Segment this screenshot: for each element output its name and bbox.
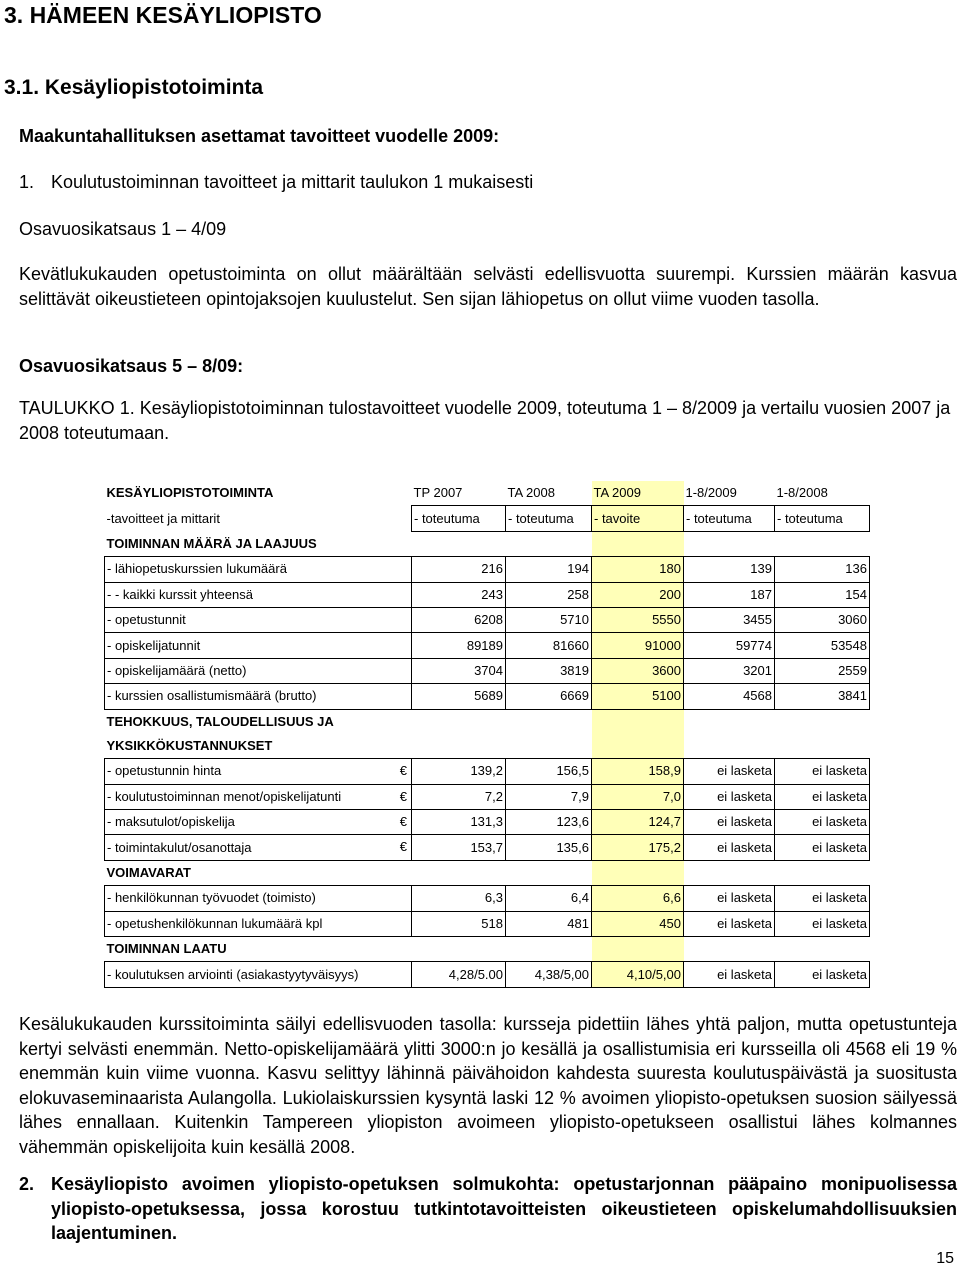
row-label	[105, 759, 412, 784]
value-cell: 158,9	[592, 759, 684, 784]
empty-cell	[684, 734, 775, 759]
table-row	[105, 911, 870, 936]
value-cell: 81660	[506, 633, 592, 658]
section-heading: 3.1. Kesäyliopistotoiminta	[4, 76, 264, 99]
empty-cell	[775, 860, 870, 885]
section-row	[105, 734, 870, 759]
page-heading: 3. HÄMEEN KESÄYLIOPISTO	[4, 2, 322, 28]
table-row	[105, 962, 870, 987]
empty-cell	[412, 860, 506, 885]
row-label-text: - toimintakulut/osanottaja	[107, 839, 252, 855]
value-cell: 450	[592, 911, 684, 936]
value-cell: ei lasketa	[684, 886, 775, 911]
value-cell: 216	[412, 557, 506, 582]
goal-item-2-text: Kesäyliopisto avoimen yliopisto-opetuksen solmukohta: opetustarjonnan pääpaino monipuolisessa yliopisto-opetuksessa, jossa korostuu tutkintotavoitteisten oikeustieteen opiskelumahdollisuuksien laajentuminen.	[51, 1174, 957, 1243]
empty-cell	[506, 531, 592, 556]
goal-item-1	[19, 172, 533, 193]
section-row	[105, 531, 870, 556]
row-label	[105, 557, 412, 582]
subsection-heading: Maakuntahallituksen asettamat tavoitteet vuodelle 2009:	[19, 126, 500, 146]
goal-item-2-number: 2.	[19, 1174, 35, 1194]
value-cell: ei lasketa	[684, 810, 775, 835]
row-label-text: - opetushenkilökunnan lukumäärä kpl	[107, 915, 323, 931]
value-cell: ei lasketa	[684, 911, 775, 936]
empty-cell	[506, 860, 592, 885]
row-label-text: - koulutustoiminnan menot/opiskelijatunti	[107, 788, 342, 804]
empty-cell	[684, 709, 775, 734]
row-label	[105, 911, 412, 936]
euro-sign: €	[399, 839, 407, 855]
value-cell: 4568	[684, 684, 775, 709]
section-row	[105, 709, 870, 734]
value-cell: ei lasketa	[684, 835, 775, 860]
empty-cell	[506, 709, 592, 734]
value-cell: 200	[592, 582, 684, 607]
value-cell: 89189	[412, 633, 506, 658]
euro-sign: €	[399, 763, 407, 779]
header-row-2-cell: - toteutuma	[684, 506, 775, 531]
section-title: TOIMINNAN LAATU	[106, 941, 227, 957]
value-cell: ei lasketa	[775, 962, 870, 987]
row-label	[105, 962, 412, 987]
value-cell: 187	[684, 582, 775, 607]
empty-cell	[775, 937, 870, 962]
header-row-1-cell: TP 2007	[413, 485, 463, 501]
value-cell: ei lasketa	[684, 962, 775, 987]
row-label	[105, 658, 412, 683]
value-cell: 3704	[412, 658, 506, 683]
empty-cell	[592, 860, 684, 885]
row-label	[105, 886, 412, 911]
empty-cell	[592, 531, 684, 556]
value-cell: 175,2	[592, 835, 684, 860]
value-cell: ei lasketa	[775, 886, 870, 911]
paragraph-summer: Kesälukukauden kurssitoiminta säilyi edellisvuoden tasolla: kursseja pidettiin lähes yhtä paljon, mutta opetustunteja kertyi selvästi enemmän. Netto-opiskelijamäärä ylitti 3000:n jo kesällä ja osallistumisia eri kursseilla oli 4568 eli 19 % enemmän kuin viime vuonna. Kasvu selittyy lähinnä päivähoidon kahdesta suuresta koulutuspäivästä ja suositusta elokuvaseminaarista Aulangolla. Lukiolaiskurssien kysyntä laski 12 % avoimen yliopisto-opetuksen suosion säilyessä lähes ennallaan. Kuitenkin Tampereen yliopiston avoimeen yliopisto-opetukseen osallistui lähes kolmannes vähemmän opiskelijoita kuin kesällä 2008.	[19, 1014, 957, 1157]
value-cell: 5550	[592, 607, 684, 632]
empty-cell	[684, 937, 775, 962]
value-cell: 6,4	[506, 886, 592, 911]
table-row	[105, 810, 870, 835]
row-label-text: - opiskelijatunnit	[107, 637, 201, 653]
header-row-2	[105, 506, 870, 531]
empty-cell	[684, 860, 775, 885]
page-number: 15	[936, 1250, 954, 1267]
table-row	[105, 607, 870, 632]
row-label	[105, 684, 412, 709]
euro-sign: €	[399, 814, 407, 830]
value-cell: 3841	[775, 684, 870, 709]
value-cell: 243	[412, 582, 506, 607]
row-label-text: - maksutulot/opiskelija	[107, 814, 235, 830]
value-cell: ei lasketa	[775, 835, 870, 860]
value-cell: 123,6	[506, 810, 592, 835]
value-cell: 481	[506, 911, 592, 936]
value-cell: 139,2	[412, 759, 506, 784]
row-label-text: - opetustunnit	[107, 612, 186, 628]
header-row-1	[105, 481, 870, 506]
table-row	[105, 759, 870, 784]
table-row	[105, 784, 870, 809]
empty-cell	[775, 734, 870, 759]
header-row-2-cell: - toteutuma	[775, 506, 870, 531]
value-cell: ei lasketa	[684, 784, 775, 809]
value-cell: 2559	[775, 658, 870, 683]
value-cell: 124,7	[592, 810, 684, 835]
empty-cell	[412, 937, 506, 962]
value-cell: 91000	[592, 633, 684, 658]
header-row-2-cell: - toteutuma	[506, 506, 592, 531]
table-row	[105, 658, 870, 683]
value-cell: 180	[592, 557, 684, 582]
value-cell: 4,10/5,00	[592, 962, 684, 987]
goal-item-1-number: 1.	[19, 172, 35, 192]
value-cell: 6208	[412, 607, 506, 632]
table-row	[105, 557, 870, 582]
empty-cell	[592, 709, 684, 734]
value-cell: 3600	[592, 658, 684, 683]
value-cell: 135,6	[506, 835, 592, 860]
row-label-text: - - kaikki kurssit yhteensä	[107, 586, 253, 602]
value-cell: 3060	[775, 607, 870, 632]
empty-cell	[592, 734, 684, 759]
value-cell: ei lasketa	[775, 911, 870, 936]
row-label	[105, 810, 412, 835]
value-cell: 5710	[506, 607, 592, 632]
empty-cell	[412, 531, 506, 556]
value-cell: 139	[684, 557, 775, 582]
table-row	[105, 633, 870, 658]
section-title: VOIMAVARAT	[106, 865, 191, 881]
row-label-text: - koulutuksen arviointi (asiakastyytyväisyys)	[107, 966, 359, 982]
euro-sign: €	[399, 788, 407, 804]
empty-cell	[412, 709, 506, 734]
value-cell: ei lasketa	[775, 784, 870, 809]
header-row-2-cell: - toteutuma	[412, 506, 506, 531]
header-row-1-cell: 1-8/2008	[776, 485, 828, 501]
value-cell: 518	[412, 911, 506, 936]
value-cell: 154	[775, 582, 870, 607]
empty-cell	[684, 531, 775, 556]
goal-item-2	[19, 1172, 957, 1246]
interim-report-heading-1: Osavuosikatsaus 1 – 4/09	[19, 219, 227, 239]
value-cell: 136	[775, 557, 870, 582]
value-cell: ei lasketa	[775, 810, 870, 835]
value-cell: 194	[506, 557, 592, 582]
value-cell: 6,6	[592, 886, 684, 911]
row-label	[105, 784, 412, 809]
section-title: TEHOKKUUS, TALOUDELLISUUS JA	[106, 713, 334, 729]
value-cell: ei lasketa	[775, 759, 870, 784]
row-label	[105, 582, 412, 607]
empty-cell	[775, 531, 870, 556]
value-cell: 59774	[684, 633, 775, 658]
header-row-2-cell: - tavoite	[592, 506, 684, 531]
table-row	[105, 886, 870, 911]
value-cell: 3819	[506, 658, 592, 683]
header-row-1-cell: 1-8/2009	[685, 485, 737, 501]
value-cell: 5100	[592, 684, 684, 709]
table-caption: TAULUKKO 1. Kesäyliopistotoiminnan tulostavoitteet vuodelle 2009, toteutuma 1 – 8/2009 ja vertailu vuosien 2007 ja 2008 toteutumaan.	[19, 398, 951, 443]
value-cell: 6,3	[412, 886, 506, 911]
value-cell: 131,3	[412, 810, 506, 835]
row-label	[105, 633, 412, 658]
header-row-2-cell: -tavoitteet ja mittarit	[106, 510, 220, 526]
section-title: YKSIKKÖKUSTANNUKSET	[106, 738, 273, 754]
paragraph-spring: Kevätlukukauden opetustoiminta on ollut määrältään selvästi edellisvuotta suurempi. Kurssien määrän kasvua selittävät oikeustieteen opintojaksojen kuulustelut. Sen sijan lähiopetus on ollut viime vuoden tasolla.	[19, 264, 957, 309]
value-cell: 7,9	[506, 784, 592, 809]
value-cell: 5689	[412, 684, 506, 709]
section-row	[105, 860, 870, 885]
section-row	[105, 937, 870, 962]
value-cell: ei lasketa	[684, 759, 775, 784]
value-cell: 4,28/5.00	[412, 962, 506, 987]
header-row-1-cell: TA 2008	[507, 485, 555, 501]
table-row	[105, 684, 870, 709]
row-label	[105, 835, 412, 860]
value-cell: 7,2	[412, 784, 506, 809]
empty-cell	[412, 734, 506, 759]
value-cell: 6669	[506, 684, 592, 709]
empty-cell	[506, 734, 592, 759]
value-cell: 4,38/5,00	[506, 962, 592, 987]
row-label-text: - opiskelijamäärä (netto)	[107, 662, 247, 678]
value-cell: 53548	[775, 633, 870, 658]
value-cell: 258	[506, 582, 592, 607]
goal-item-1-text: Koulutustoiminnan tavoitteet ja mittarit taulukon 1 mukaisesti	[51, 172, 534, 192]
empty-cell	[775, 709, 870, 734]
row-label-text: - henkilökunnan työvuodet (toimisto)	[107, 890, 316, 906]
row-label	[105, 607, 412, 632]
row-label-text: - opetustunnin hinta	[107, 763, 222, 779]
table-row	[105, 835, 870, 860]
empty-cell	[506, 937, 592, 962]
row-label-text: - kurssien osallistumismäärä (brutto)	[107, 688, 317, 704]
row-label-text: - lähiopetuskurssien lukumäärä	[107, 561, 287, 577]
table-row	[105, 582, 870, 607]
value-cell: 153,7	[412, 835, 506, 860]
section-title: TOIMINNAN MÄÄRÄ JA LAAJUUS	[106, 535, 317, 551]
value-cell: 156,5	[506, 759, 592, 784]
interim-report-heading-2: Osavuosikatsaus 5 – 8/09:	[19, 356, 244, 376]
value-cell: 3201	[684, 658, 775, 683]
header-row-1-cell: KESÄYLIOPISTOTOIMINTA	[106, 485, 274, 501]
value-cell: 3455	[684, 607, 775, 632]
results-table	[104, 481, 870, 988]
header-row-1-cell: TA 2009	[592, 481, 684, 506]
value-cell: 7,0	[592, 784, 684, 809]
empty-cell	[592, 937, 684, 962]
